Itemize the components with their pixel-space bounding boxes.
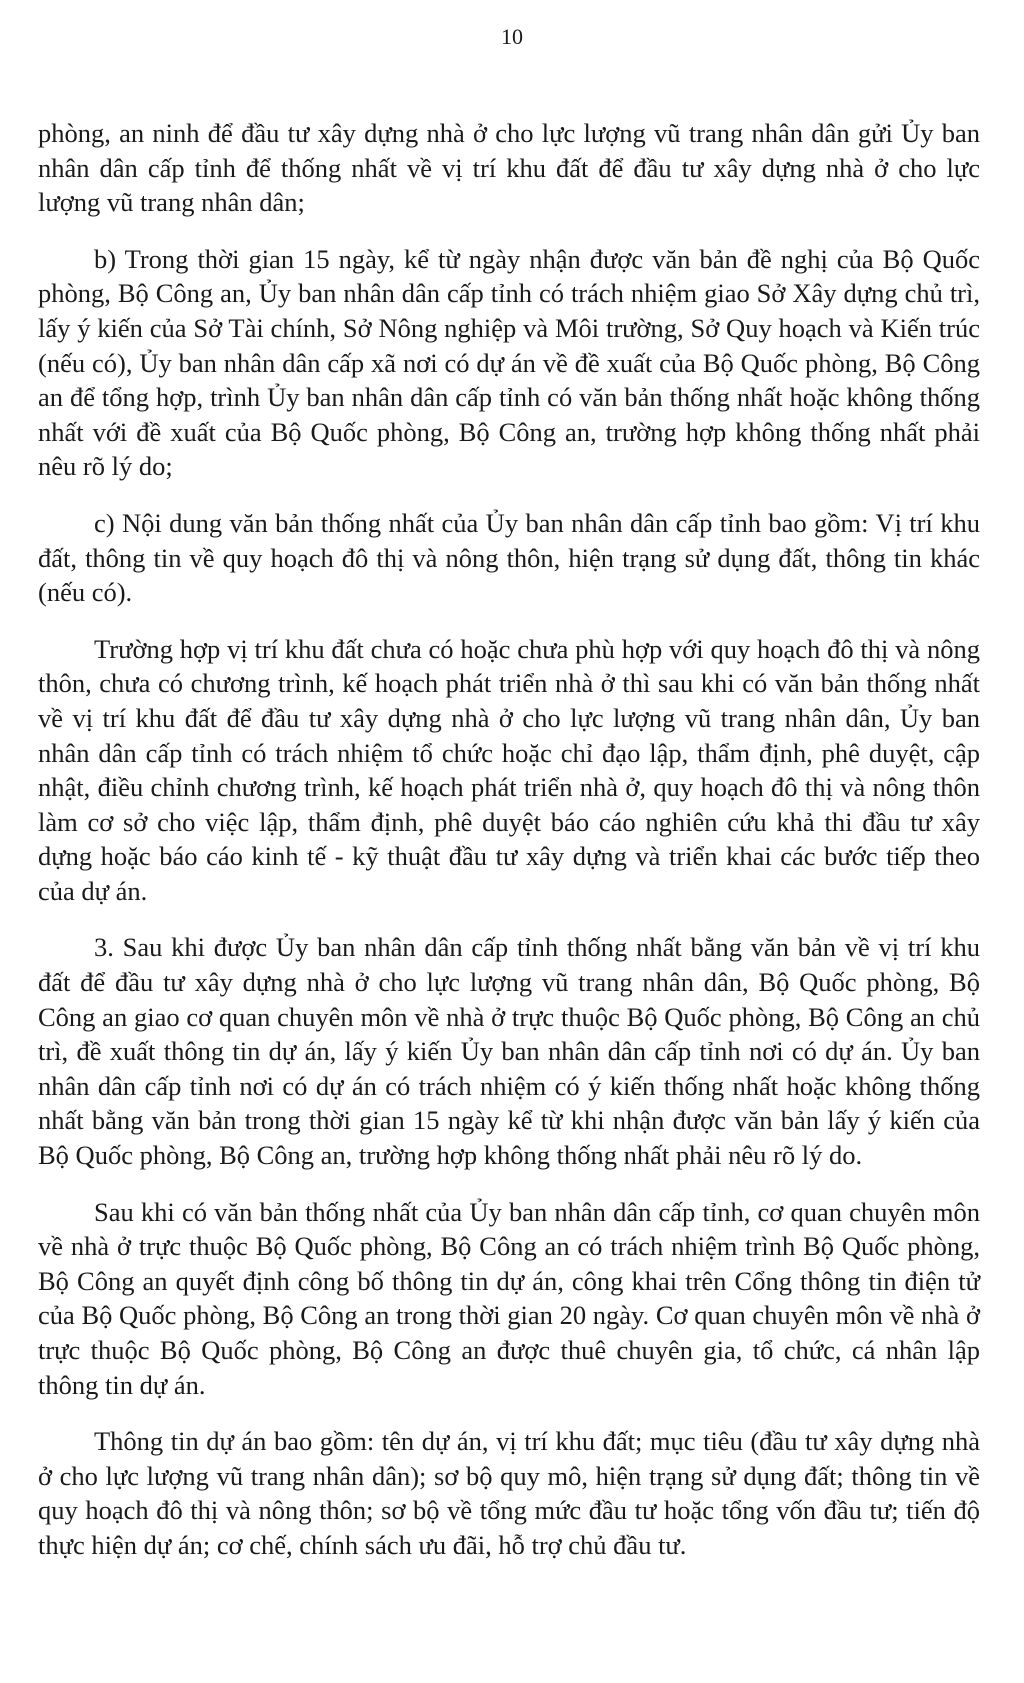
paragraph-item-b: b) Trong thời gian 15 ngày, kể từ ngày nhận được văn bản đề nghị của Bộ Quốc phòng, Bộ Công an, Ủy ban nhân dân cấp tỉnh có trách nhiệm giao Sở Xây dựng chủ trì, lấy ý kiến của Sở Tài chính, Sở Nông nghiệp và Môi trường, Sở Quy hoạch và Kiến trúc (nếu có), Ủy ban nhân dân cấp xã nơi có dự án về đề xuất của Bộ Quốc phòng, Bộ Công an để tổng hợp, trình Ủy ban nhân dân cấp tỉnh có văn bản thống nhất hoặc không thống nhất với đề xuất của Bộ Quốc phòng, Bộ Công an, trường hợp không thống nhất phải nêu rõ lý do;	[38, 243, 980, 482]
paragraph-project-info: Thông tin dự án bao gồm: tên dự án, vị trí khu đất; mục tiêu (đầu tư xây dựng nhà ở cho lực lượng vũ trang nhân dân); sơ bộ quy mô, hiện trạng sử dụng đất; thông tin về quy hoạch đô thị và nông thôn; sơ bộ về tổng mức đầu tư hoặc tổng vốn đầu tư; tiến độ thực hiện dự án; cơ chế, chính sách ưu đãi, hỗ trợ chủ đầu tư.	[38, 1426, 980, 1560]
page-number: 10	[501, 24, 523, 49]
paragraph-continuation: phòng, an ninh để đầu tư xây dựng nhà ở cho lực lượng vũ trang nhân dân gửi Ủy ban nhân dân cấp tỉnh để thống nhất về vị trí khu đất để đầu tư xây dựng nhà ở cho lực lượng vũ trang nhân dân;	[38, 118, 980, 218]
paragraph-project-announcement: Sau khi có văn bản thống nhất của Ủy ban nhân dân cấp tỉnh, cơ quan chuyên môn về nhà ở trực thuộc Bộ Quốc phòng, Bộ Công an có trách nhiệm trình Bộ Quốc phòng, Bộ Công an quyết định công bố thông tin dự án, công khai trên Cổng thông tin điện tử của Bộ Quốc phòng, Bộ Công an trong thời gian 20 ngày. Cơ quan chuyên môn về nhà ở trực thuộc Bộ Quốc phòng, Bộ Công an được thuê chuyên gia, tổ chức, cá nhân lập thông tin dự án.	[38, 1196, 980, 1400]
paragraph-clause-3: 3. Sau khi được Ủy ban nhân dân cấp tỉnh thống nhất bằng văn bản về vị trí khu đất để đầu tư xây dựng nhà ở cho lực lượng vũ trang nhân dân, Bộ Quốc phòng, Bộ Công an giao cơ quan chuyên môn về nhà ở trực thuộc Bộ Quốc phòng, Bộ Công an chủ trì, đề xuất thông tin dự án, lấy ý kiến Ủy ban nhân dân cấp tỉnh nơi có dự án. Ủy ban nhân dân cấp tỉnh nơi có dự án có trách nhiệm có ý kiến thống nhất hoặc không thống nhất bằng văn bản trong thời gian 15 ngày kể từ khi nhận được văn bản lấy ý kiến của Bộ Quốc phòng, Bộ Công an, trường hợp không thống nhất phải nêu rõ lý do.	[38, 932, 980, 1171]
document-body	[38, 116, 980, 1563]
paragraph-item-c: c) Nội dung văn bản thống nhất của Ủy ban nhân dân cấp tỉnh bao gồm: Vị trí khu đất, thông tin về quy hoạch đô thị và nông thôn, hiện trạng sử dụng đất, thông tin khác (nếu có).	[38, 507, 980, 608]
paragraph-land-plan-case: Trường hợp vị trí khu đất chưa có hoặc chưa phù hợp với quy hoạch đô thị và nông thôn, chưa có chương trình, kế hoạch phát triển nhà ở thì sau khi có văn bản thống nhất về vị trí khu đất để đầu tư xây dựng nhà ở cho lực lượng vũ trang nhân dân, Ủy ban nhân dân cấp tỉnh có trách nhiệm tổ chức hoặc chỉ đạo lập, thẩm định, phê duyệt, cập nhật, điều chỉnh chương trình, kế hoạch phát triển nhà ở, quy hoạch đô thị và nông thôn làm cơ sở cho việc lập, thẩm định, phê duyệt báo cáo nghiên cứu khả thi đầu tư xây dựng hoặc báo cáo kinh tế - kỹ thuật đầu tư xây dựng và triển khai các bước tiếp theo của dự án.	[38, 633, 980, 906]
